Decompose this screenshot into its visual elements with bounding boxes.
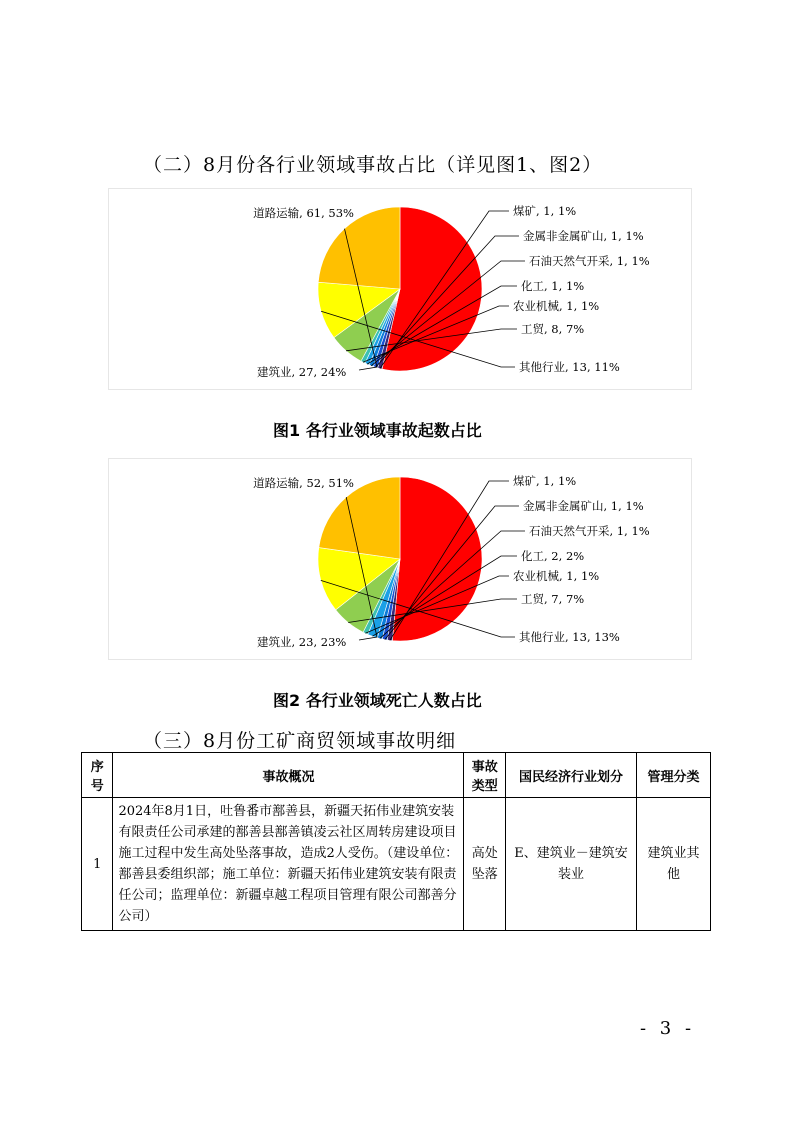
header-summary: 事故概况 — [113, 753, 464, 798]
figure1-caption: 图1 各行业领域事故起数占比 — [273, 421, 482, 440]
header-seq: 序号 — [82, 753, 113, 798]
figure1-label-0: 道路运输, 61, 53% — [253, 206, 354, 220]
figure2-label-5: 农业机械, 1, 1% — [513, 569, 600, 583]
figure2-label-7: 其他行业, 13, 13% — [519, 630, 620, 644]
accident-detail-table — [81, 752, 711, 931]
cell-type: 高处坠落 — [464, 798, 506, 931]
header-type: 事故类型 — [464, 753, 506, 798]
figure2-label-2: 金属非金属矿山, 1, 1% — [523, 499, 644, 513]
table-row — [82, 798, 711, 931]
header-industry: 国民经济行业划分 — [506, 753, 637, 798]
figure1-label-8: 建筑业, 27, 24% — [257, 365, 347, 379]
figure1-label-7: 其他行业, 13, 11% — [519, 360, 620, 374]
figure2-label-1: 煤矿, 1, 1% — [513, 474, 577, 488]
pie-chart-figure2 — [109, 459, 691, 659]
chart-figure1-box — [108, 188, 692, 390]
figure2-caption: 图2 各行业领域死亡人数占比 — [273, 691, 482, 710]
header-mgmt: 管理分类 — [636, 753, 710, 798]
table-header-row — [82, 753, 711, 798]
figure1-label-6: 工贸, 8, 7% — [521, 322, 585, 336]
section-heading-2: （二）8月份各行业领域事故占比（详见图1、图2） — [143, 154, 603, 176]
chart-figure2-box — [108, 458, 692, 660]
figure1-label-3: 石油天然气开采, 1, 1% — [529, 254, 650, 268]
cell-industry: E、建筑业－建筑安装业 — [506, 798, 637, 931]
figure2-label-8: 建筑业, 23, 23% — [257, 635, 347, 649]
figure2-label-6: 工贸, 7, 7% — [521, 592, 585, 606]
pie-chart-figure1 — [109, 189, 691, 389]
figure1-label-1: 煤矿, 1, 1% — [513, 204, 577, 218]
figure2-label-3: 石油天然气开采, 1, 1% — [529, 524, 650, 538]
cell-summary: 2024年8月1日，吐鲁番市鄯善县，新疆天拓伟业建筑安装有限责任公司承建的鄯善县鄯善镇凌云社区周转房建设项目施工过程中发生高处坠落事故，造成2人受伤。（建设单位：鄯善县委组织部；施工单位：新疆天拓伟业建筑安装有限责任公司；监理单位：新疆卓越工程项目管理有限公司鄯善分公司） — [113, 798, 464, 931]
figure1-label-2: 金属非金属矿山, 1, 1% — [523, 229, 644, 243]
cell-seq: 1 — [82, 798, 113, 931]
figure2-label-0: 道路运输, 52, 51% — [253, 476, 354, 490]
page-number: - 3 - — [640, 1018, 696, 1039]
section-heading-3: （三）8月份工矿商贸领域事故明细 — [143, 730, 457, 752]
figure2-label-4: 化工, 2, 2% — [521, 549, 585, 563]
figure1-label-5: 农业机械, 1, 1% — [513, 299, 600, 313]
figure1-label-4: 化工, 1, 1% — [521, 279, 585, 293]
cell-mgmt: 建筑业其他 — [636, 798, 710, 931]
